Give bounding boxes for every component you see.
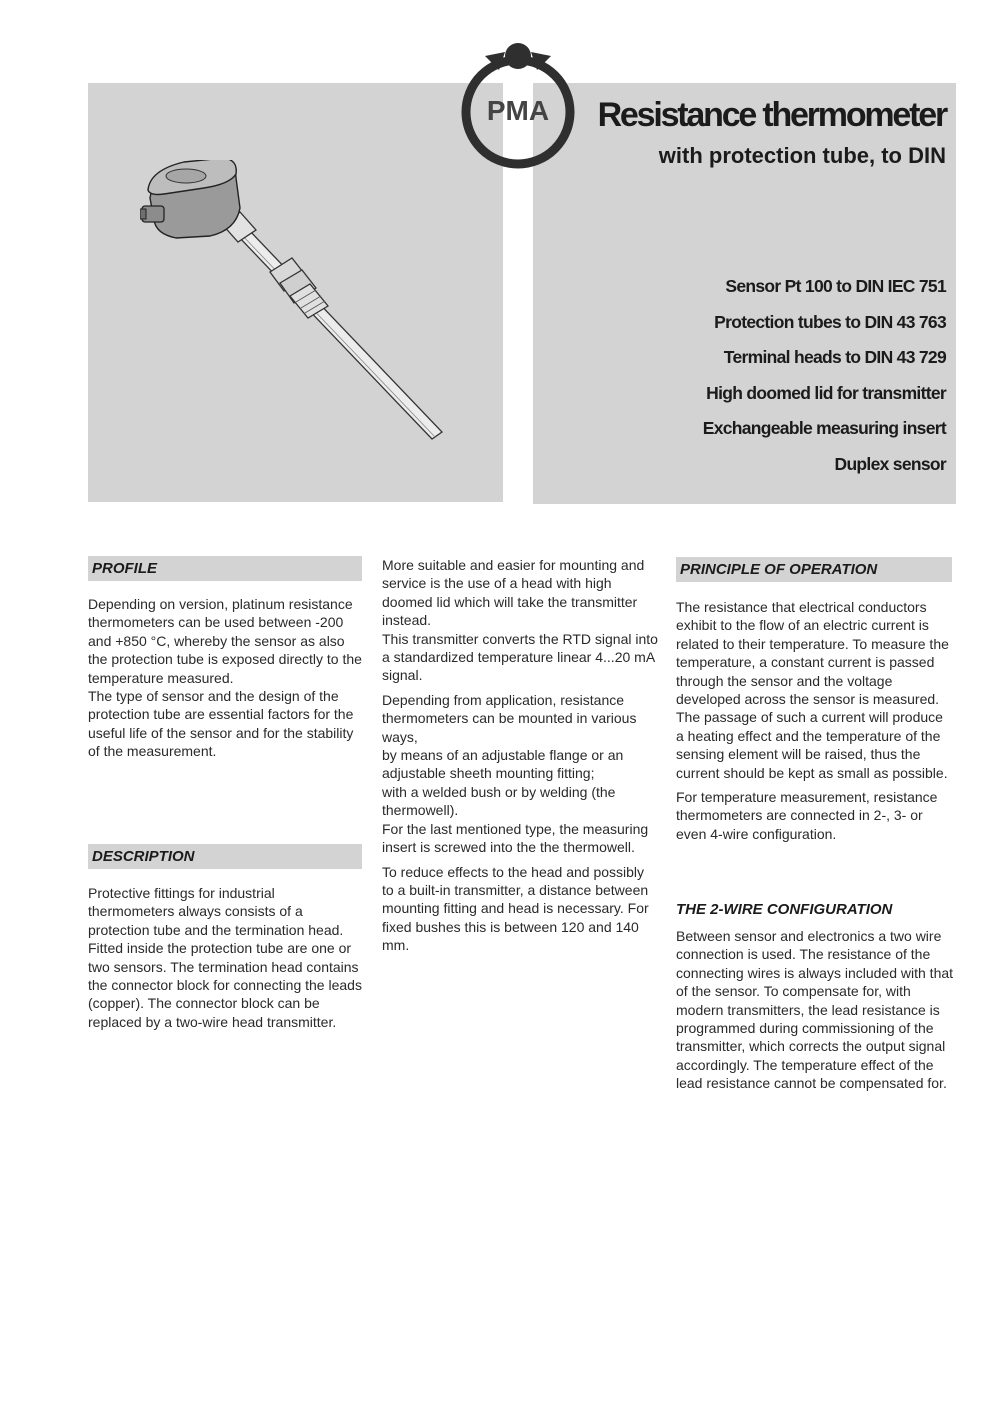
principle-section (676, 557, 952, 843)
mounting-section (382, 556, 658, 955)
profile-paragraph: Depending on version, platinum resistance thermometers can be used between -200 and +850 °C, whereby the sensor as also the protection tube is exposed directly to the temperature measured. (88, 596, 362, 686)
principle-paragraph: For temperature measurement, resistance thermometers are connected in 2-, 3- or even 4-wire configuration. (676, 789, 938, 842)
middle-paragraph: with a welded bush or by welding (the thermowell). (382, 783, 616, 819)
feature-item: Terminal heads to DIN 43 729 (723, 347, 946, 368)
middle-paragraph: by means of an adjustable flange or an adjustable sheeth mounting fitting; (382, 747, 624, 782)
feature-item: High doomed lid for transmitter (706, 382, 946, 403)
page-subtitle: with protection tube, to DIN (658, 143, 946, 168)
description-section (88, 844, 362, 1031)
feature-item: Exchangeable measuring insert (702, 418, 946, 439)
middle-paragraph: For the last mentioned type, the measuring insert is screwed into the the thermowell. (382, 820, 649, 856)
feature-item: Protection tubes to DIN 43 763 (714, 311, 946, 332)
principle-heading: PRINCIPLE OF OPERATION (676, 557, 952, 582)
description-heading: DESCRIPTION (88, 844, 362, 869)
pma-logo (455, 38, 581, 174)
feature-list (703, 272, 946, 486)
middle-paragraph: To reduce effects to the head and possibly to a built-in transmitter, a distance between mounting fitting and head is necessary. For fixed bushes this is between 120 and 140 mm. (382, 863, 649, 954)
middle-paragraph: This transmitter converts the RTD signal into a standardized temperature linear 4...20 mA signal. (382, 630, 658, 684)
middle-paragraph: Depending from application, resistance thermometers can be mounted in various ways, (382, 691, 637, 745)
description-paragraph: Protective fittings for industrial thermometers always consists of a protection tube and the termination head. Fitted inside the protection tube are one or two sensors. The termination head contains the connector block for connecting the leads (copper). The connector block can be replaced by a two-wire head transmitter. (88, 885, 362, 1030)
profile-heading: PROFILE (88, 556, 362, 581)
feature-item: Duplex sensor (834, 453, 946, 474)
thermometer-illustration (140, 160, 450, 445)
profile-paragraph: The type of sensor and the design of the protection tube are essential factors for the useful life of the sensor and for the stability of the measurement. (88, 688, 354, 760)
profile-section (88, 556, 362, 761)
two-wire-section (676, 899, 956, 1093)
two-wire-heading: THE 2-WIRE CONFIGURATION (676, 901, 893, 918)
middle-paragraph: More suitable and easier for mounting and service is the use of a head with high doomed lid which will take the transmitter instead. (382, 557, 645, 629)
feature-item: Sensor Pt 100 to DIN IEC 751 (725, 276, 946, 296)
page-title: Resistance thermometer (597, 96, 946, 134)
two-wire-paragraph: Between sensor and electronics a two wire connection is used. The resistance of the connecting wires is always included with that of the sensor. To compensate for, with modern transmitters, the lead resistance is programmed during commissioning of the transmitter, which corrects the output signal accordingly. The temperature effect of the lead resistance cannot be compensated for. (676, 928, 954, 1092)
svg-text:PMA: PMA (486, 95, 550, 126)
principle-paragraph: The resistance that electrical conductors exhibit to the flow of an electric current is related to their temperature. To measure the temperature, a constant current is passed through the sensor and the voltage developed across the sensor is measured. The passage of such a current will produce a heating effect and the temperature of the sensing element will be raised, thus the current should be kept as small as possible. (676, 599, 949, 781)
